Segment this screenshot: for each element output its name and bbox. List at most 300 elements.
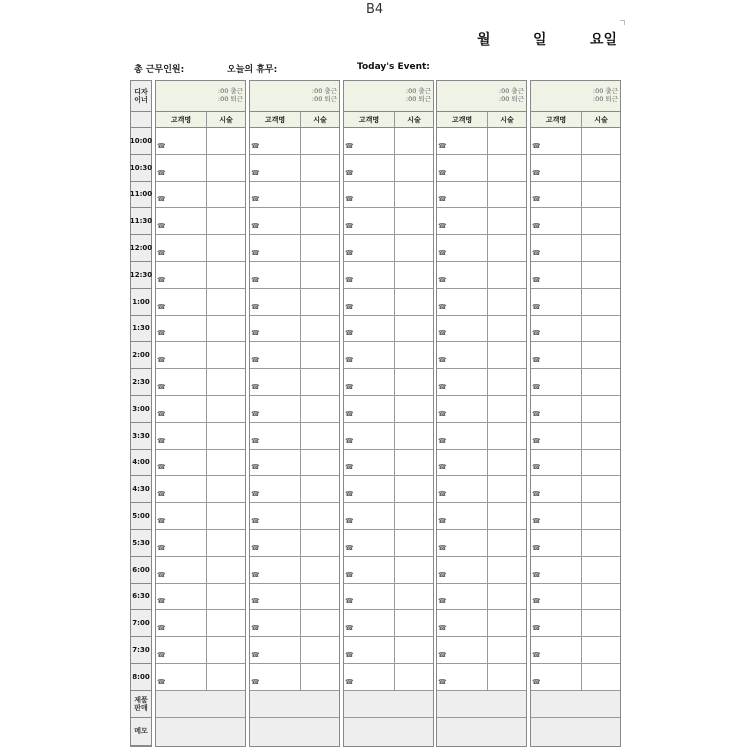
service-cell[interactable] xyxy=(301,637,339,663)
phone-icon: ☎ xyxy=(157,597,166,606)
customer-name-cell[interactable] xyxy=(344,637,395,663)
appointment-row xyxy=(250,610,339,637)
customer-name-cell[interactable] xyxy=(437,637,488,663)
time-slot-label: 10:30 xyxy=(131,155,151,182)
service-cell[interactable] xyxy=(301,610,339,636)
designer-column xyxy=(436,80,527,747)
service-cell[interactable] xyxy=(488,289,526,315)
service-cell[interactable] xyxy=(301,557,339,583)
customer-name-cell[interactable] xyxy=(156,584,207,610)
memo-cell[interactable] xyxy=(531,718,620,746)
customer-name-cell[interactable] xyxy=(437,610,488,636)
customer-name-cell[interactable] xyxy=(344,450,395,476)
service-cell[interactable] xyxy=(395,423,433,449)
footer-row-label: 메모 xyxy=(131,718,151,746)
service-cell[interactable] xyxy=(395,182,433,208)
service-cell[interactable] xyxy=(582,450,620,476)
customer-name-cell[interactable] xyxy=(437,530,488,556)
service-cell[interactable] xyxy=(301,450,339,476)
customer-name-cell[interactable] xyxy=(531,664,582,690)
customer-name-header: 고객명 xyxy=(156,112,207,127)
customer-name-cell[interactable] xyxy=(344,530,395,556)
service-cell[interactable] xyxy=(488,369,526,395)
service-cell[interactable] xyxy=(582,637,620,663)
service-cell[interactable] xyxy=(301,503,339,529)
service-cell[interactable] xyxy=(301,182,339,208)
customer-name-cell[interactable] xyxy=(531,128,582,154)
service-cell[interactable] xyxy=(207,342,245,368)
service-cell[interactable] xyxy=(488,182,526,208)
appointment-row xyxy=(250,182,339,209)
customer-name-cell[interactable] xyxy=(531,235,582,261)
service-cell[interactable] xyxy=(301,584,339,610)
customer-name-cell[interactable] xyxy=(250,503,301,529)
customer-name-cell[interactable] xyxy=(250,396,301,422)
customer-name-cell[interactable] xyxy=(531,182,582,208)
customer-name-cell[interactable] xyxy=(344,584,395,610)
service-cell[interactable] xyxy=(488,155,526,181)
customer-name-cell[interactable] xyxy=(437,584,488,610)
appointment-row xyxy=(250,423,339,450)
appointment-row xyxy=(531,289,620,316)
appointment-row xyxy=(437,289,526,316)
customer-name-cell[interactable] xyxy=(437,235,488,261)
customer-name-cell[interactable] xyxy=(531,289,582,315)
appointment-row xyxy=(437,476,526,503)
customer-name-cell[interactable] xyxy=(250,557,301,583)
service-cell[interactable] xyxy=(207,450,245,476)
service-cell[interactable] xyxy=(207,637,245,663)
phone-icon: ☎ xyxy=(438,597,447,606)
customer-name-cell[interactable] xyxy=(344,423,395,449)
service-cell[interactable] xyxy=(488,476,526,502)
customer-name-cell[interactable] xyxy=(531,557,582,583)
appointment-row xyxy=(156,584,245,611)
customer-name-cell[interactable] xyxy=(250,235,301,261)
service-cell[interactable] xyxy=(395,342,433,368)
service-cell[interactable] xyxy=(582,557,620,583)
customer-name-cell[interactable] xyxy=(437,262,488,288)
customer-name-cell[interactable] xyxy=(437,557,488,583)
customer-name-cell[interactable] xyxy=(437,316,488,342)
service-cell[interactable] xyxy=(582,664,620,690)
appointment-row xyxy=(344,316,433,343)
day-off-label: 오늘의 휴무: xyxy=(227,65,278,75)
service-cell[interactable] xyxy=(301,128,339,154)
service-cell[interactable] xyxy=(582,128,620,154)
customer-name-cell[interactable] xyxy=(344,342,395,368)
service-cell[interactable] xyxy=(395,476,433,502)
customer-name-cell[interactable] xyxy=(250,423,301,449)
customer-name-header: 고객명 xyxy=(344,112,395,127)
service-cell[interactable] xyxy=(207,476,245,502)
service-cell[interactable] xyxy=(395,664,433,690)
column-subheader xyxy=(531,112,620,128)
customer-name-cell[interactable] xyxy=(344,182,395,208)
service-cell[interactable] xyxy=(395,235,433,261)
column-subheader xyxy=(437,112,526,128)
customer-name-cell[interactable] xyxy=(250,262,301,288)
appointment-row xyxy=(531,128,620,155)
customer-name-cell[interactable] xyxy=(156,182,207,208)
customer-name-cell[interactable] xyxy=(250,208,301,234)
phone-icon: ☎ xyxy=(251,141,260,150)
phone-icon: ☎ xyxy=(438,624,447,633)
service-cell[interactable] xyxy=(488,450,526,476)
service-cell[interactable] xyxy=(488,584,526,610)
appointment-row xyxy=(437,262,526,289)
service-cell[interactable] xyxy=(582,208,620,234)
phone-icon: ☎ xyxy=(345,624,354,633)
appointment-row xyxy=(156,155,245,182)
service-cell[interactable] xyxy=(582,316,620,342)
customer-name-cell[interactable] xyxy=(437,182,488,208)
service-cell[interactable] xyxy=(207,235,245,261)
customer-name-cell[interactable] xyxy=(156,664,207,690)
service-cell[interactable] xyxy=(301,530,339,556)
customer-name-cell[interactable] xyxy=(437,503,488,529)
memo-cell[interactable] xyxy=(344,718,433,746)
customer-name-cell[interactable] xyxy=(156,155,207,181)
product-sales-cell[interactable] xyxy=(156,691,245,719)
service-cell[interactable] xyxy=(488,637,526,663)
service-cell[interactable] xyxy=(207,423,245,449)
appointment-row xyxy=(344,262,433,289)
service-cell[interactable] xyxy=(582,610,620,636)
phone-icon: ☎ xyxy=(532,436,541,445)
customer-name-cell[interactable] xyxy=(531,262,582,288)
service-cell[interactable] xyxy=(488,262,526,288)
service-cell[interactable] xyxy=(488,235,526,261)
appointment-row xyxy=(156,369,245,396)
customer-name-cell[interactable] xyxy=(250,182,301,208)
service-cell[interactable] xyxy=(207,128,245,154)
footer-row-label: 제품 판매 xyxy=(131,691,151,719)
customer-name-cell[interactable] xyxy=(156,557,207,583)
phone-icon: ☎ xyxy=(251,650,260,659)
customer-name-cell[interactable] xyxy=(344,396,395,422)
service-cell[interactable] xyxy=(395,369,433,395)
service-cell[interactable] xyxy=(207,208,245,234)
service-cell[interactable] xyxy=(582,289,620,315)
customer-name-cell[interactable] xyxy=(531,155,582,181)
customer-name-cell[interactable] xyxy=(531,637,582,663)
appointment-row xyxy=(531,396,620,423)
customer-name-cell[interactable] xyxy=(250,128,301,154)
title-month: 월 xyxy=(477,32,491,48)
customer-name-cell[interactable] xyxy=(250,637,301,663)
service-cell[interactable] xyxy=(582,530,620,556)
phone-icon: ☎ xyxy=(251,302,260,311)
customer-name-cell[interactable] xyxy=(531,584,582,610)
customer-name-cell[interactable] xyxy=(156,503,207,529)
customer-name-cell[interactable] xyxy=(531,530,582,556)
customer-name-cell[interactable] xyxy=(156,637,207,663)
service-cell[interactable] xyxy=(301,342,339,368)
service-cell[interactable] xyxy=(395,396,433,422)
service-cell[interactable] xyxy=(301,476,339,502)
customer-name-cell[interactable] xyxy=(437,342,488,368)
phone-icon: ☎ xyxy=(157,329,166,338)
service-cell[interactable] xyxy=(395,155,433,181)
service-cell[interactable] xyxy=(488,503,526,529)
customer-name-cell[interactable] xyxy=(250,584,301,610)
service-cell[interactable] xyxy=(395,316,433,342)
customer-name-cell[interactable] xyxy=(250,155,301,181)
appointment-row xyxy=(437,584,526,611)
service-cell[interactable] xyxy=(301,235,339,261)
customer-name-cell[interactable] xyxy=(531,610,582,636)
customer-name-cell[interactable] xyxy=(531,503,582,529)
phone-icon: ☎ xyxy=(438,302,447,311)
appointment-row xyxy=(344,476,433,503)
designer-hours-header xyxy=(156,81,245,112)
customer-name-cell[interactable] xyxy=(156,450,207,476)
customer-name-cell[interactable] xyxy=(156,530,207,556)
time-slot-label: 5:00 xyxy=(131,503,151,530)
appointment-row xyxy=(437,423,526,450)
service-cell[interactable] xyxy=(395,637,433,663)
appointment-row xyxy=(531,664,620,691)
service-cell[interactable] xyxy=(488,664,526,690)
service-cell[interactable] xyxy=(301,369,339,395)
appointment-row xyxy=(531,530,620,557)
service-cell[interactable] xyxy=(488,610,526,636)
customer-name-cell[interactable] xyxy=(344,155,395,181)
time-slot-label: 2:30 xyxy=(131,369,151,396)
service-cell[interactable] xyxy=(207,262,245,288)
service-cell[interactable] xyxy=(207,182,245,208)
appointment-row xyxy=(437,530,526,557)
appointment-row xyxy=(531,262,620,289)
memo-cell[interactable] xyxy=(437,718,526,746)
appointment-row xyxy=(437,396,526,423)
appointment-row xyxy=(437,316,526,343)
customer-name-cell[interactable] xyxy=(344,208,395,234)
service-cell[interactable] xyxy=(488,342,526,368)
customer-name-cell[interactable] xyxy=(344,664,395,690)
service-cell[interactable] xyxy=(207,664,245,690)
phone-icon: ☎ xyxy=(532,650,541,659)
service-cell[interactable] xyxy=(207,396,245,422)
customer-name-cell[interactable] xyxy=(250,450,301,476)
phone-icon: ☎ xyxy=(251,516,260,525)
appointment-row xyxy=(437,208,526,235)
customer-name-cell[interactable] xyxy=(531,450,582,476)
service-cell[interactable] xyxy=(301,423,339,449)
phone-icon: ☎ xyxy=(532,329,541,338)
customer-name-cell[interactable] xyxy=(437,128,488,154)
service-cell[interactable] xyxy=(207,557,245,583)
service-cell[interactable] xyxy=(488,316,526,342)
service-cell[interactable] xyxy=(207,530,245,556)
phone-icon: ☎ xyxy=(532,195,541,204)
service-cell[interactable] xyxy=(582,369,620,395)
service-cell[interactable] xyxy=(582,262,620,288)
service-cell[interactable] xyxy=(301,155,339,181)
customer-name-cell[interactable] xyxy=(156,396,207,422)
customer-name-cell[interactable] xyxy=(156,316,207,342)
service-cell[interactable] xyxy=(582,584,620,610)
customer-name-cell[interactable] xyxy=(531,423,582,449)
customer-name-cell[interactable] xyxy=(437,450,488,476)
customer-name-cell[interactable] xyxy=(250,476,301,502)
phone-icon: ☎ xyxy=(157,356,166,365)
customer-name-cell[interactable] xyxy=(156,262,207,288)
customer-name-cell[interactable] xyxy=(156,369,207,395)
customer-name-cell[interactable] xyxy=(250,369,301,395)
customer-name-cell[interactable] xyxy=(437,155,488,181)
product-sales-cell[interactable] xyxy=(250,691,339,719)
customer-name-cell[interactable] xyxy=(250,664,301,690)
customer-name-cell[interactable] xyxy=(344,316,395,342)
appointment-row xyxy=(531,208,620,235)
customer-name-cell[interactable] xyxy=(344,128,395,154)
phone-icon: ☎ xyxy=(345,329,354,338)
service-header: 시술 xyxy=(594,115,608,124)
customer-name-cell[interactable] xyxy=(344,610,395,636)
service-cell[interactable] xyxy=(582,155,620,181)
service-cell[interactable] xyxy=(582,182,620,208)
phone-icon: ☎ xyxy=(438,195,447,204)
service-cell[interactable] xyxy=(301,262,339,288)
customer-name-cell[interactable] xyxy=(156,289,207,315)
phone-icon: ☎ xyxy=(345,168,354,177)
service-cell[interactable] xyxy=(207,584,245,610)
appointment-row xyxy=(531,235,620,262)
service-cell[interactable] xyxy=(488,396,526,422)
service-cell[interactable] xyxy=(395,584,433,610)
clock-in-time: :00 출근 xyxy=(217,87,243,95)
customer-name-cell[interactable] xyxy=(531,396,582,422)
customer-name-cell[interactable] xyxy=(437,289,488,315)
service-cell[interactable] xyxy=(582,396,620,422)
customer-name-cell[interactable] xyxy=(437,664,488,690)
service-cell[interactable] xyxy=(395,450,433,476)
customer-name-cell[interactable] xyxy=(156,610,207,636)
appointment-row xyxy=(531,423,620,450)
customer-name-cell[interactable] xyxy=(437,476,488,502)
service-cell[interactable] xyxy=(301,208,339,234)
customer-name-cell[interactable] xyxy=(437,423,488,449)
service-cell[interactable] xyxy=(207,610,245,636)
customer-name-cell[interactable] xyxy=(437,369,488,395)
customer-name-cell[interactable] xyxy=(531,208,582,234)
customer-name-cell[interactable] xyxy=(250,342,301,368)
product-sales-cell[interactable] xyxy=(437,691,526,719)
appointment-row xyxy=(344,557,433,584)
designer-hours-header xyxy=(250,81,339,112)
service-cell[interactable] xyxy=(395,128,433,154)
customer-name-cell[interactable] xyxy=(344,476,395,502)
service-cell[interactable] xyxy=(207,289,245,315)
memo-cell[interactable] xyxy=(250,718,339,746)
customer-name-cell[interactable] xyxy=(250,316,301,342)
service-cell[interactable] xyxy=(395,208,433,234)
service-cell[interactable] xyxy=(488,530,526,556)
phone-icon: ☎ xyxy=(438,275,447,284)
time-slot-label: 8:00 xyxy=(131,664,151,691)
service-cell[interactable] xyxy=(582,423,620,449)
customer-name-cell[interactable] xyxy=(344,235,395,261)
product-sales-cell[interactable] xyxy=(531,691,620,719)
customer-name-cell[interactable] xyxy=(344,369,395,395)
customer-name-cell[interactable] xyxy=(156,235,207,261)
service-cell[interactable] xyxy=(395,557,433,583)
service-cell[interactable] xyxy=(395,503,433,529)
customer-name-cell[interactable] xyxy=(344,557,395,583)
customer-name-cell[interactable] xyxy=(156,208,207,234)
service-cell[interactable] xyxy=(207,369,245,395)
service-cell[interactable] xyxy=(395,610,433,636)
service-cell[interactable] xyxy=(395,530,433,556)
customer-name-cell[interactable] xyxy=(531,342,582,368)
phone-icon: ☎ xyxy=(438,382,447,391)
appointment-row xyxy=(250,235,339,262)
service-cell[interactable] xyxy=(488,557,526,583)
customer-name-cell[interactable] xyxy=(250,610,301,636)
time-slot-label: 6:30 xyxy=(131,584,151,611)
phone-icon: ☎ xyxy=(438,516,447,525)
customer-name-cell[interactable] xyxy=(531,476,582,502)
customer-name-cell[interactable] xyxy=(437,208,488,234)
service-cell[interactable] xyxy=(582,476,620,502)
service-cell[interactable] xyxy=(301,664,339,690)
service-cell[interactable] xyxy=(582,342,620,368)
service-cell[interactable] xyxy=(582,235,620,261)
service-header: 시술 xyxy=(313,115,327,124)
appointment-row xyxy=(156,208,245,235)
service-cell[interactable] xyxy=(395,289,433,315)
service-cell[interactable] xyxy=(301,289,339,315)
service-cell[interactable] xyxy=(301,316,339,342)
phone-icon: ☎ xyxy=(345,302,354,311)
service-cell[interactable] xyxy=(395,262,433,288)
customer-name-cell[interactable] xyxy=(156,476,207,502)
customer-name-cell[interactable] xyxy=(437,396,488,422)
time-slot-label: 1:00 xyxy=(131,289,151,316)
paper-size-label: B4 xyxy=(366,2,384,17)
phone-icon: ☎ xyxy=(532,168,541,177)
phone-icon: ☎ xyxy=(345,677,354,686)
customer-name-cell[interactable] xyxy=(156,342,207,368)
product-sales-cell[interactable] xyxy=(344,691,433,719)
service-cell[interactable] xyxy=(207,503,245,529)
customer-name-cell[interactable] xyxy=(156,128,207,154)
appointment-row xyxy=(156,476,245,503)
customer-name-cell[interactable] xyxy=(531,316,582,342)
customer-name-cell[interactable] xyxy=(531,369,582,395)
customer-name-cell[interactable] xyxy=(250,530,301,556)
service-cell[interactable] xyxy=(207,155,245,181)
customer-name-cell[interactable] xyxy=(344,262,395,288)
customer-name-cell[interactable] xyxy=(344,503,395,529)
customer-name-cell[interactable] xyxy=(344,289,395,315)
service-cell[interactable] xyxy=(488,423,526,449)
service-cell[interactable] xyxy=(207,316,245,342)
customer-name-cell[interactable] xyxy=(250,289,301,315)
phone-icon: ☎ xyxy=(532,409,541,418)
phone-icon: ☎ xyxy=(251,409,260,418)
service-cell[interactable] xyxy=(488,208,526,234)
time-slot-label: 6:00 xyxy=(131,557,151,584)
service-cell[interactable] xyxy=(582,503,620,529)
memo-cell[interactable] xyxy=(156,718,245,746)
service-cell[interactable] xyxy=(488,128,526,154)
service-cell[interactable] xyxy=(301,396,339,422)
appointment-row xyxy=(344,396,433,423)
customer-name-cell[interactable] xyxy=(156,423,207,449)
